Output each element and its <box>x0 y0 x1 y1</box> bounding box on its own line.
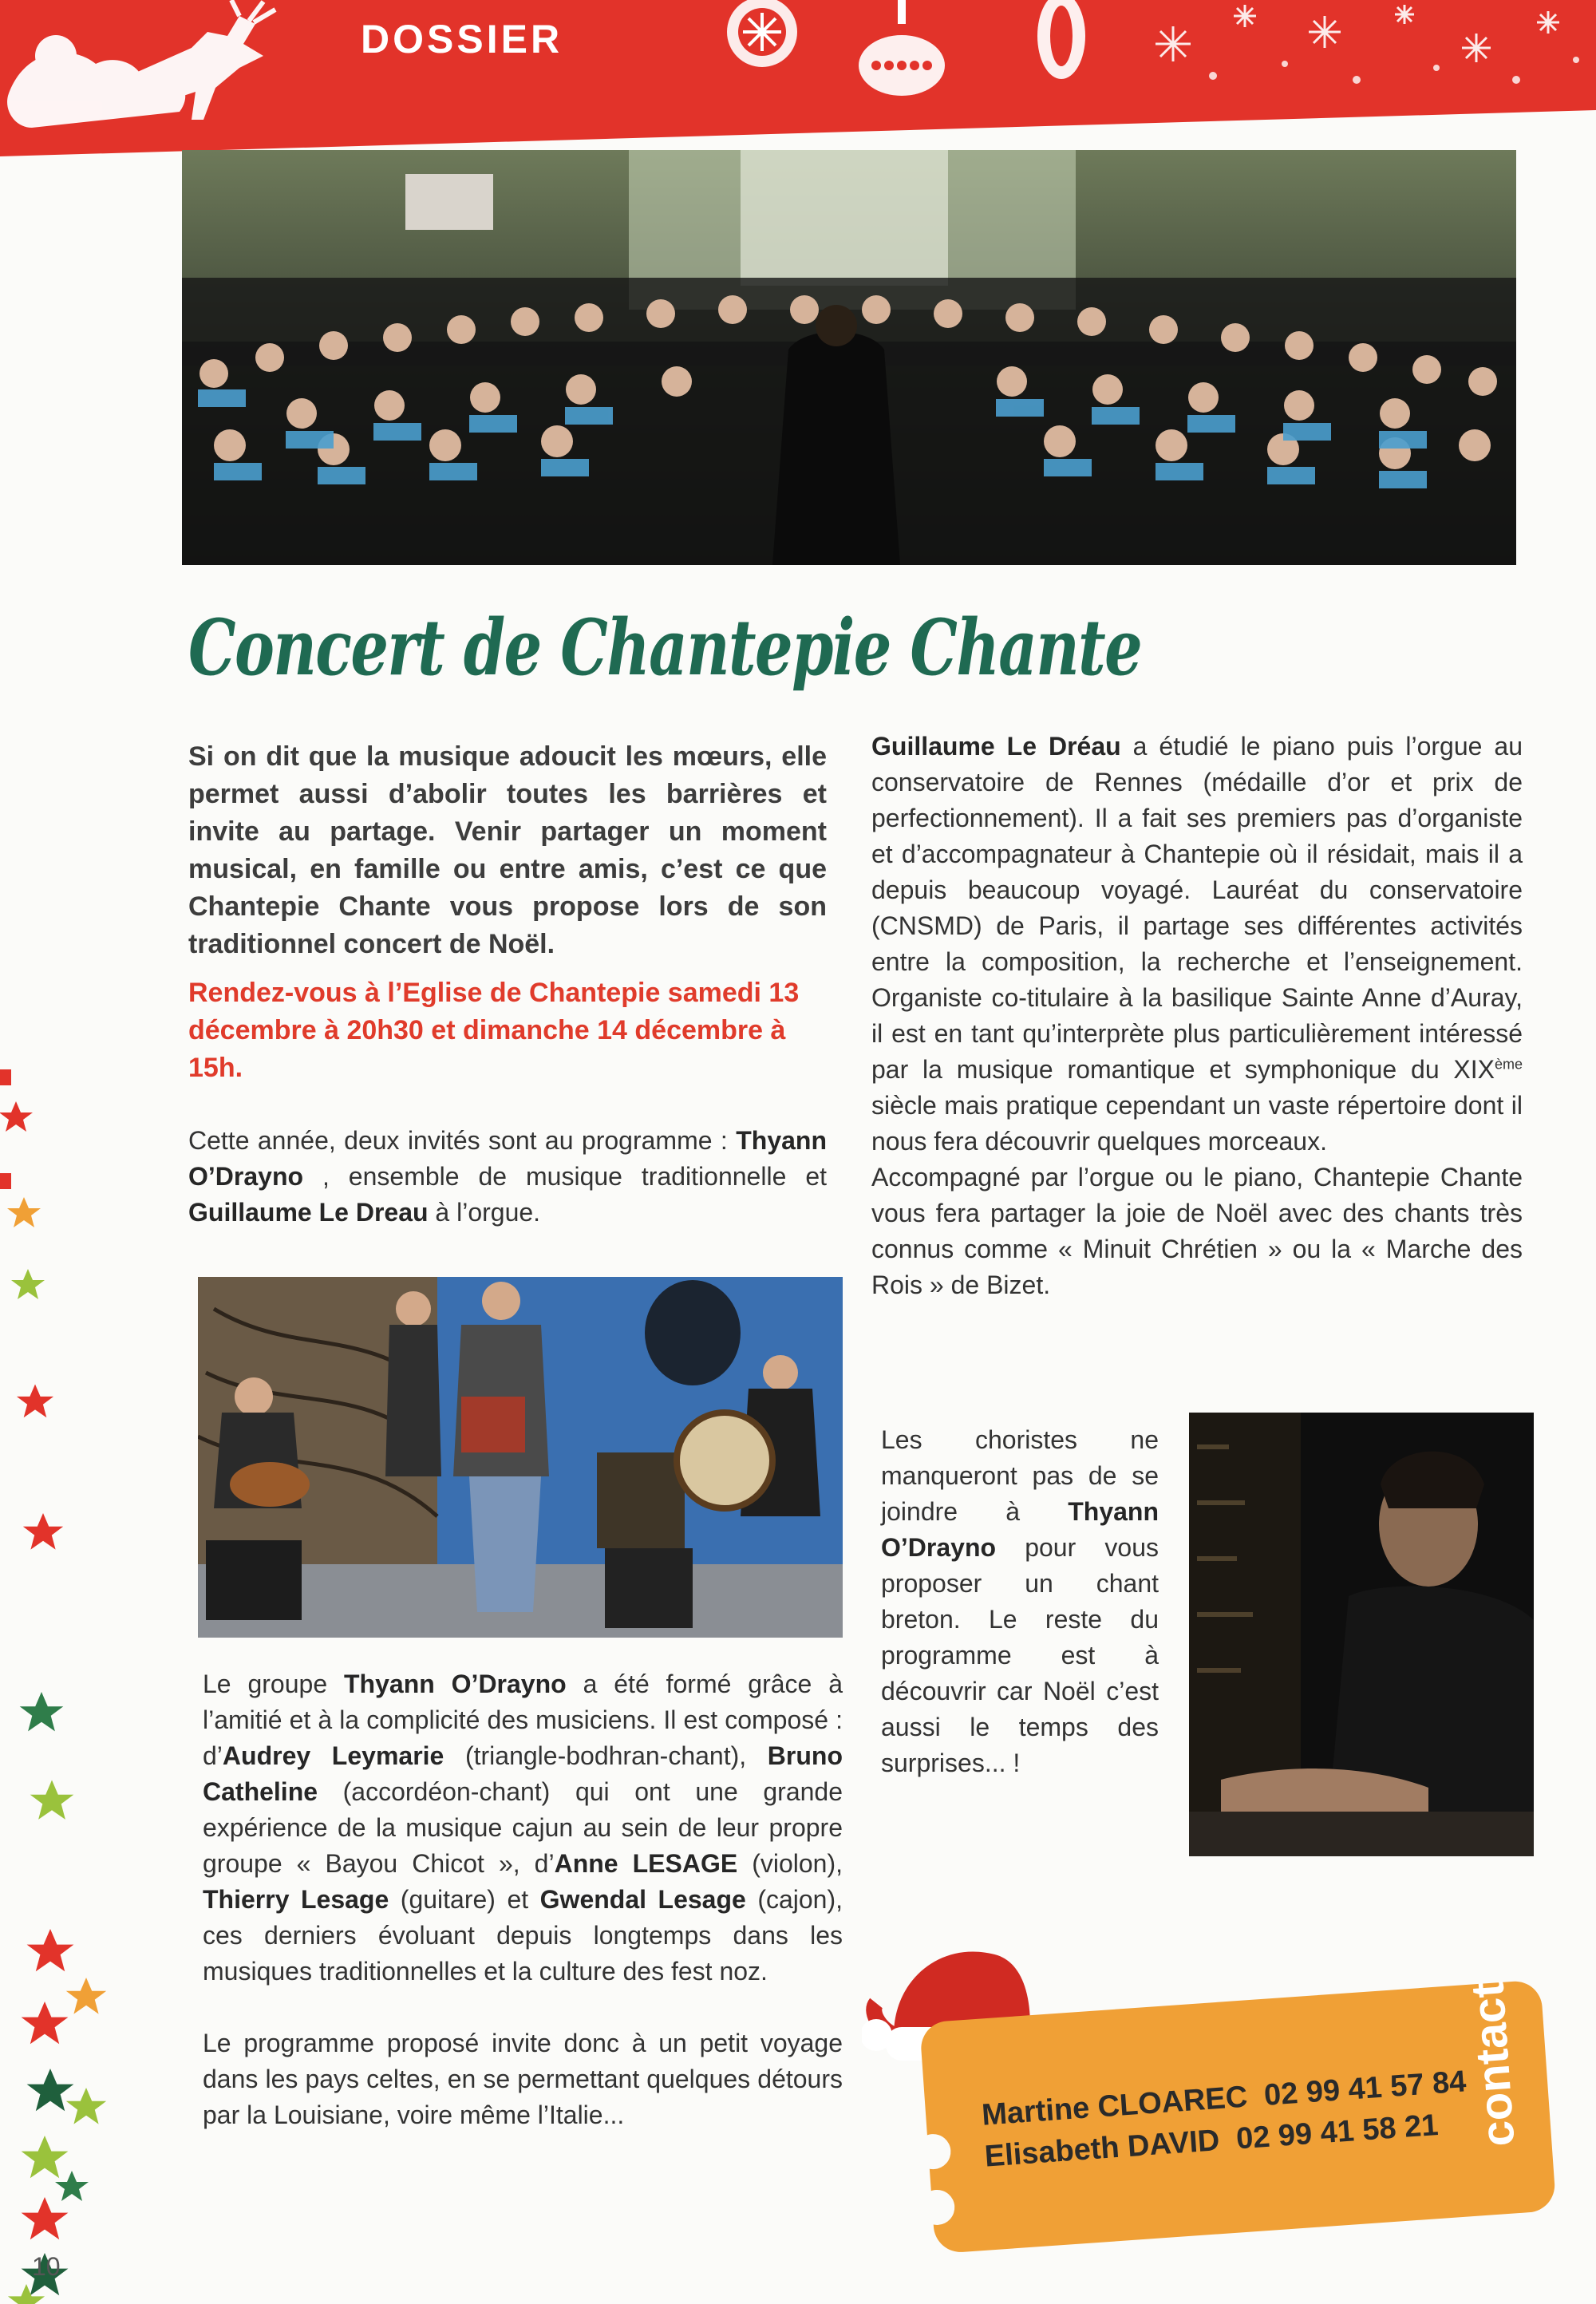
header-decoration <box>0 0 1596 168</box>
contact-line-1: Martine CLOAREC 02 99 41 57 84 <box>980 2065 1468 2132</box>
group-paragraph: Le groupe Thyann O’Drayno a été formé grâce à l’amitié et à la complicité des musiciens. Il est composé : d’Audrey Leymarie (triangle-bodhran-chant), Bruno Catheline (accordéon-chant) qui ont une grande expérience de la musique cajun au sein de leur propre groupe « Bayou Chicot », d’Anne LESAGE (violon), Thierry Lesage (guitare) et Gwendal Lesage (cajon), ces derniers évoluant depuis longtemps dans les musiques traditionnelles et la culture des fest noz. <box>203 1670 843 1986</box>
star-icons <box>0 1101 106 2304</box>
intro-paragraph: Si on dit que la musique adoucit les mœurs, elle permet aussi d’abolir toutes les barrières et invite au partage. Venir partager un moment musical, en famille ou entre amis, c’est ce que Chantepie Chante vous propose lors de son traditionnel concert de Noël. <box>188 741 827 959</box>
left-column-bottom <box>203 1666 843 2133</box>
star-decoration <box>0 862 112 2304</box>
article-title: Concert de Chantepie Chante <box>188 603 1142 693</box>
left-column-top <box>188 738 827 1231</box>
choristes-column <box>881 1422 1159 1781</box>
right-column <box>871 729 1523 1303</box>
guests-paragraph: Cette année, deux invités sont au programme : Thyann O’Drayno , ensemble de musique traditionnelle et Guillaume Le Dreau à l’orgue. <box>188 1126 827 1227</box>
choristes-paragraph: Les choristes ne manqueront pas de se joindre à Thyann O’Drayno pour vous proposer un chant breton. Le reste du programme est à découvrir car Noël c’est aussi le temps des surprises... ! <box>881 1425 1159 1777</box>
programme-paragraph: Le programme proposé invite donc à un petit voyage dans les pays celtes, en se permettant quelques détours par la Louisiane, voire même l’Italie... <box>203 2029 843 2129</box>
contact-card <box>918 1954 1590 2270</box>
section-label: DOSSIER <box>361 17 563 61</box>
contact-label: contact <box>1461 1980 1525 2148</box>
bio-paragraph: Guillaume Le Dréau a étudié le piano puis l’orgue au conservatoire de Rennes (médaille d’or et prix de perfectionnement). Il a fait ses premiers pas d’organiste et d’accompagnateur à Chantepie où il résidait, mais il a depuis beaucoup voyagé. Lauréat du conservatoire (CNSMD) de Paris, il partage ses différentes activités entre la composition, la recherche et l’enseignement. Organiste co-titulaire à la basilique Sainte Anne d’Auray, il est en tant qu’interprète plus particulièrement intéressé par la musique romantique et symphonique du XIXème siècle mais pratique cependant un vaste répertoire dont il nous fera découvrir quelques morceaux. <box>871 732 1523 1156</box>
organist-photo <box>1189 1413 1534 1856</box>
band-photo <box>198 1277 843 1638</box>
rendezvous-paragraph: Rendez-vous à l’Eglise de Chantepie samedi 13 décembre à 20h30 et dimanche 14 décembre à 15h. <box>188 978 800 1083</box>
contact-line-2: Elisabeth DAVID 02 99 41 58 21 <box>983 2108 1440 2174</box>
header-band <box>0 0 1596 168</box>
accompaniment-paragraph: Accompagné par l’orgue ou le piano, Chantepie Chante vous fera partager la joie de Noël avec des chants très connus comme « Minuit Chrétien » ou la « Marche des Rois » de Bizet. <box>871 1163 1523 1299</box>
page-number: 10 <box>32 2252 61 2281</box>
choir-photo <box>182 150 1516 565</box>
